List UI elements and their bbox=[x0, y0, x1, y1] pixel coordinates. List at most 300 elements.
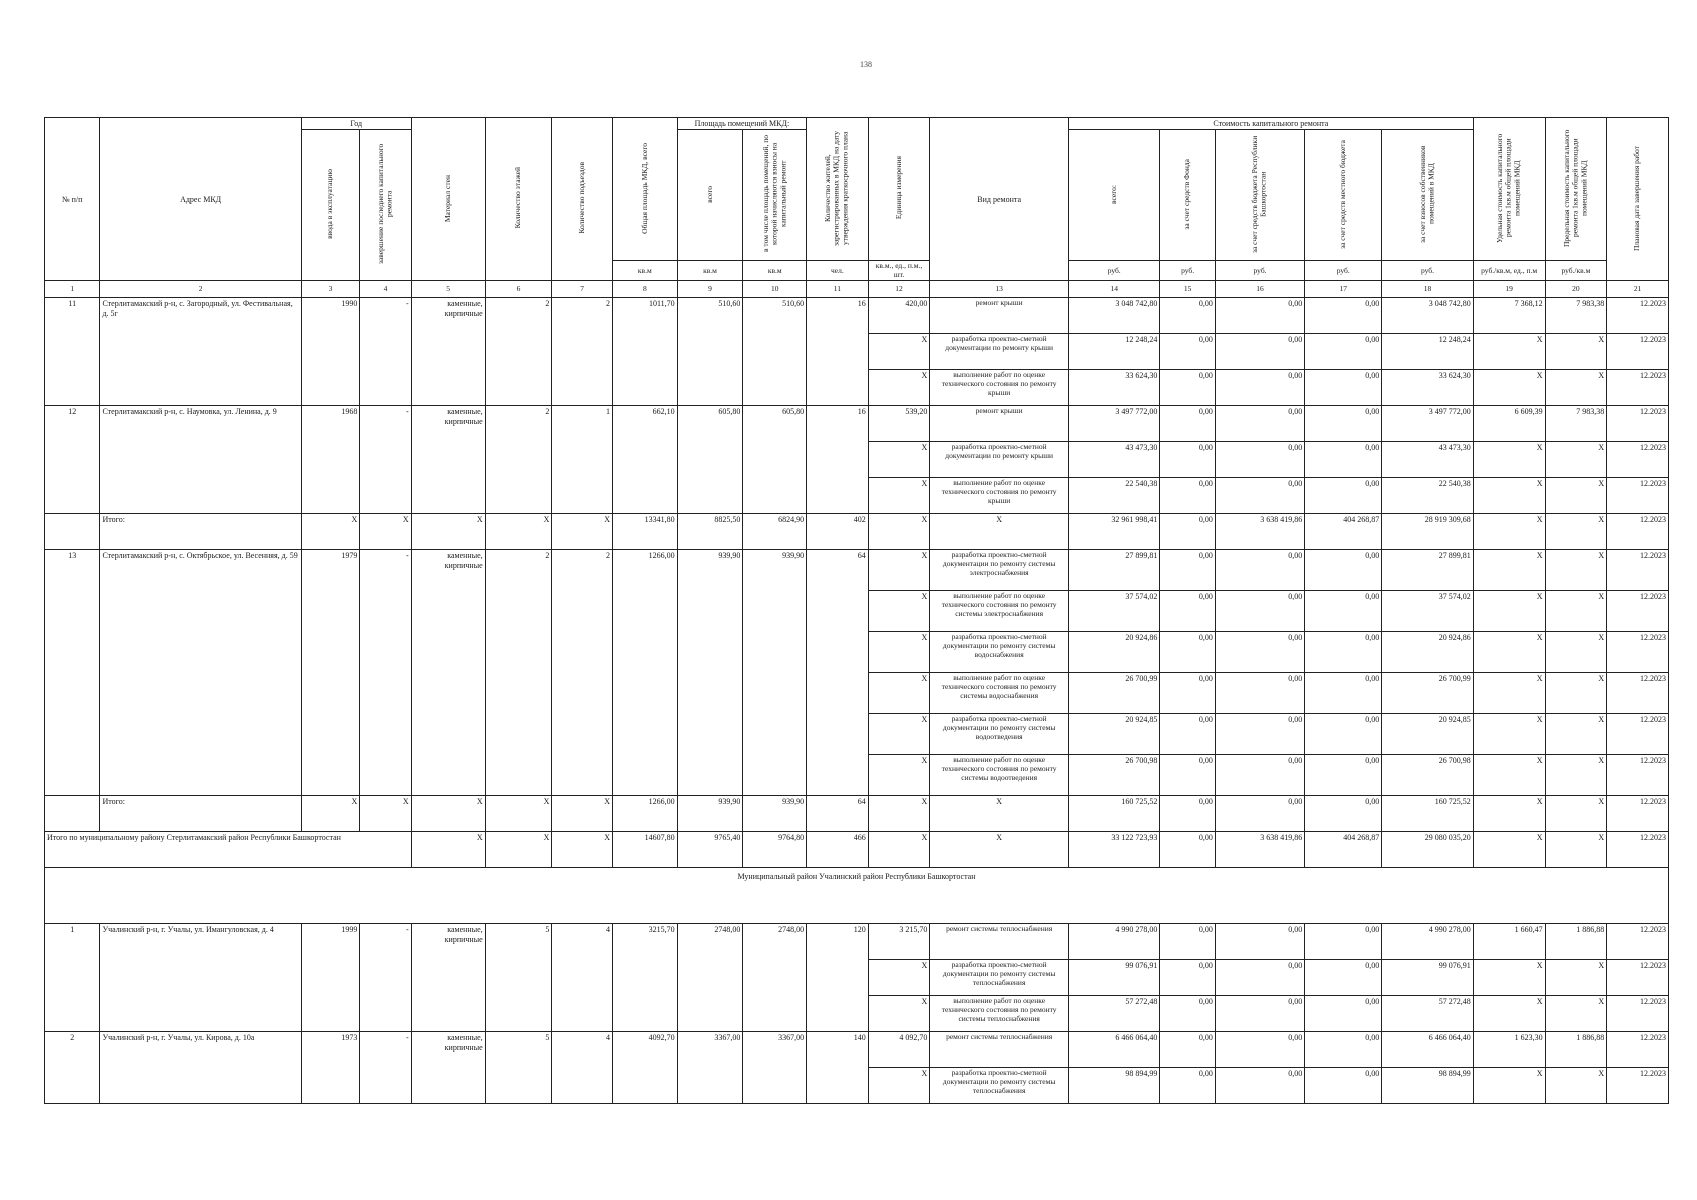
fund-area-cell: 605,80 bbox=[743, 406, 807, 514]
cost-fund-cell: 0,00 bbox=[1160, 924, 1215, 960]
qty-cell: X bbox=[868, 632, 930, 673]
walls-cell: каменные, кирпичные bbox=[411, 406, 485, 514]
floors-cell: 2 bbox=[485, 298, 552, 406]
fund-area-cell: 510,60 bbox=[743, 298, 807, 406]
subtotal-area: 1266,00 bbox=[612, 796, 677, 832]
repair-type-cell: разработка проектно-сметной документации по ремонту системы электроснабжения bbox=[930, 550, 1069, 591]
repair-type-cell: ремонт крыши bbox=[930, 406, 1069, 442]
repair-type-cell: разработка проектно-сметной документации по ремонту системы водоотведения bbox=[930, 714, 1069, 755]
limit-cost-cell: X bbox=[1545, 478, 1607, 514]
subtotal-type: X bbox=[930, 514, 1069, 550]
subtotal-area: 13341,80 bbox=[612, 514, 677, 550]
premises-area-cell: 3367,00 bbox=[677, 1032, 743, 1104]
cost-owners-cell: 98 894,99 bbox=[1382, 1068, 1473, 1104]
header-repair-type: Вид ремонта bbox=[930, 118, 1069, 281]
repair-type-cell: выполнение работ по оценке технического состояния по ремонту системы электроснабжения bbox=[930, 591, 1069, 632]
qty-cell: X bbox=[868, 755, 930, 796]
cost-rb-cell: 0,00 bbox=[1215, 755, 1304, 796]
floors-cell: 5 bbox=[485, 924, 552, 1032]
cost-owners-cell: 6 466 064,40 bbox=[1382, 1032, 1473, 1068]
cost-fund-cell: 0,00 bbox=[1160, 478, 1215, 514]
subtotal-c3: X bbox=[301, 796, 360, 832]
residents-cell: 64 bbox=[807, 550, 869, 796]
subtotal-c7: X bbox=[552, 796, 613, 832]
limit-cost-cell: 1 886,88 bbox=[1545, 1032, 1607, 1068]
limit-cost-cell: X bbox=[1545, 996, 1607, 1032]
limit-cost-cell: X bbox=[1545, 334, 1607, 370]
municipal-total-label: Итого по муниципальному району Стерлитамакский район Республики Башкортостан bbox=[45, 832, 412, 868]
column-number-16: 16 bbox=[1215, 281, 1304, 298]
limit-cost-cell: X bbox=[1545, 632, 1607, 673]
cost-local-cell: 0,00 bbox=[1305, 550, 1382, 591]
address-cell: Стерлитамакский р-н, с. Наумовка, ул. Ленина, д. 9 bbox=[100, 406, 301, 514]
column-number-11: 11 bbox=[807, 281, 869, 298]
header-planned-date: Плановая дата завершения работ bbox=[1607, 118, 1669, 281]
column-number-15: 15 bbox=[1160, 281, 1215, 298]
row-number: 1 bbox=[45, 924, 100, 1032]
unit-8: кв.м bbox=[612, 261, 677, 281]
cost-fund-cell: 0,00 bbox=[1160, 550, 1215, 591]
specific-cost-cell: 7 368,12 bbox=[1473, 298, 1545, 334]
cost-local-cell: 0,00 bbox=[1305, 298, 1382, 334]
floors-cell: 5 bbox=[485, 1032, 552, 1104]
section-row bbox=[45, 868, 1669, 924]
specific-cost-cell: X bbox=[1473, 591, 1545, 632]
unit-19: руб./кв.м, ед., п.м bbox=[1473, 261, 1545, 281]
column-number-1: 1 bbox=[45, 281, 100, 298]
subtotal-label: Итого: bbox=[100, 796, 301, 832]
mun-date: 12.2023 bbox=[1607, 832, 1669, 868]
date-cell: 12.2023 bbox=[1607, 442, 1669, 478]
cost-rb-cell: 0,00 bbox=[1215, 924, 1304, 960]
limit-cost-cell: X bbox=[1545, 1068, 1607, 1104]
header-floors: Количество этажей bbox=[485, 118, 552, 281]
limit-cost-cell: X bbox=[1545, 960, 1607, 996]
date-cell: 12.2023 bbox=[1607, 755, 1669, 796]
cost-rb-cell: 0,00 bbox=[1215, 406, 1304, 442]
address-cell: Учалинский р-н, г. Учалы, ул. Имангуловская, д. 4 bbox=[100, 924, 301, 1032]
mun-c16: 3 638 419,86 bbox=[1215, 832, 1304, 868]
unit-18: руб. bbox=[1382, 261, 1473, 281]
subtotal-c6: X bbox=[485, 514, 552, 550]
header-limit-cost: Предельная стоимость капитального ремонта 1кв.м общей площади помещений МКД bbox=[1545, 118, 1607, 261]
column-number-18: 18 bbox=[1382, 281, 1473, 298]
entrances-cell: 2 bbox=[552, 298, 613, 406]
cost-total-cell: 20 924,85 bbox=[1068, 714, 1159, 755]
cost-owners-cell: 3 497 772,00 bbox=[1382, 406, 1473, 442]
date-cell: 12.2023 bbox=[1607, 406, 1669, 442]
cost-owners-cell: 33 624,30 bbox=[1382, 370, 1473, 406]
limit-cost-cell: X bbox=[1545, 550, 1607, 591]
walls-cell: каменные, кирпичные bbox=[411, 1032, 485, 1104]
cost-total-cell: 20 924,86 bbox=[1068, 632, 1159, 673]
year-cell: 1973 bbox=[301, 1032, 360, 1104]
header-cost: Стоимость капитального ремонта bbox=[1068, 118, 1473, 130]
cost-fund-cell: 0,00 bbox=[1160, 755, 1215, 796]
repair-type-cell: выполнение работ по оценке технического состояния по ремонту системы водоснабжения bbox=[930, 673, 1069, 714]
subtotal-c19: X bbox=[1473, 514, 1545, 550]
header-cost-total: всего: bbox=[1068, 130, 1159, 261]
cost-owners-cell: 20 924,86 bbox=[1382, 632, 1473, 673]
cost-total-cell: 12 248,24 bbox=[1068, 334, 1159, 370]
page-number: 138 bbox=[860, 60, 872, 69]
cost-total-cell: 99 076,91 bbox=[1068, 960, 1159, 996]
entrances-cell: 2 bbox=[552, 550, 613, 796]
header-year-last-repair: завершение последнего капитального ремонта bbox=[360, 130, 411, 281]
subtotal-type: X bbox=[930, 796, 1069, 832]
floors-cell: 2 bbox=[485, 406, 552, 514]
cost-rb-cell: 0,00 bbox=[1215, 996, 1304, 1032]
mun-residents: 466 bbox=[807, 832, 869, 868]
mun-total: 33 122 723,93 bbox=[1068, 832, 1159, 868]
subtotal-c5: X bbox=[411, 796, 485, 832]
cost-total-cell: 26 700,98 bbox=[1068, 755, 1159, 796]
cost-fund-cell: 0,00 bbox=[1160, 673, 1215, 714]
mun-fund: 9764,80 bbox=[743, 832, 807, 868]
subtotal-total: 160 725,52 bbox=[1068, 796, 1159, 832]
mun-premises: 9765,40 bbox=[677, 832, 743, 868]
specific-cost-cell: X bbox=[1473, 370, 1545, 406]
cost-owners-cell: 4 990 278,00 bbox=[1382, 924, 1473, 960]
entrances-cell: 1 bbox=[552, 406, 613, 514]
cost-rb-cell: 0,00 bbox=[1215, 591, 1304, 632]
date-cell: 12.2023 bbox=[1607, 673, 1669, 714]
cost-owners-cell: 99 076,91 bbox=[1382, 960, 1473, 996]
subtotal-fund: 6824,90 bbox=[743, 514, 807, 550]
cost-local-cell: 0,00 bbox=[1305, 591, 1382, 632]
subtotal-row bbox=[45, 514, 1669, 550]
subtotal-c6: X bbox=[485, 796, 552, 832]
column-number-2: 2 bbox=[100, 281, 301, 298]
cost-fund-cell: 0,00 bbox=[1160, 632, 1215, 673]
subtotal-c5: X bbox=[411, 514, 485, 550]
cost-local-cell: 0,00 bbox=[1305, 406, 1382, 442]
total-area-cell: 1011,70 bbox=[612, 298, 677, 406]
qty-cell: 4 092,70 bbox=[868, 1032, 930, 1068]
cost-local-cell: 0,00 bbox=[1305, 996, 1382, 1032]
column-number-20: 20 bbox=[1545, 281, 1607, 298]
house-block bbox=[45, 1032, 1669, 1104]
qty-cell: X bbox=[868, 478, 930, 514]
year-cell: 1999 bbox=[301, 924, 360, 1032]
capital-repair-table bbox=[44, 117, 1669, 1104]
cost-fund-cell: 0,00 bbox=[1160, 406, 1215, 442]
repair-type-cell: ремонт системы теплоснабжения bbox=[930, 1032, 1069, 1068]
total-area-cell: 1266,00 bbox=[612, 550, 677, 796]
date-cell: 12.2023 bbox=[1607, 370, 1669, 406]
cost-owners-cell: 12 248,24 bbox=[1382, 334, 1473, 370]
subtotal-date: 12.2023 bbox=[1607, 514, 1669, 550]
cost-local-cell: 0,00 bbox=[1305, 478, 1382, 514]
cost-owners-cell: 57 272,48 bbox=[1382, 996, 1473, 1032]
table-row bbox=[45, 924, 1669, 960]
cost-fund-cell: 0,00 bbox=[1160, 714, 1215, 755]
date-cell: 12.2023 bbox=[1607, 298, 1669, 334]
header-premises-total: всего bbox=[677, 130, 743, 261]
mun-c5: X bbox=[411, 832, 485, 868]
unit-11: чел. bbox=[807, 261, 869, 281]
column-number-12: 12 bbox=[868, 281, 930, 298]
date-cell: 12.2023 bbox=[1607, 960, 1669, 996]
walls-cell: каменные, кирпичные bbox=[411, 924, 485, 1032]
column-number-6: 6 bbox=[485, 281, 552, 298]
subtotal-row bbox=[45, 796, 1669, 832]
total-area-cell: 662,10 bbox=[612, 406, 677, 514]
cost-owners-cell: 20 924,85 bbox=[1382, 714, 1473, 755]
subtotal-premises: 8825,50 bbox=[677, 514, 743, 550]
cost-owners-cell: 26 700,98 bbox=[1382, 755, 1473, 796]
last-repair-cell: - bbox=[360, 924, 411, 1032]
address-cell: Учалинский р-н, г. Учалы, ул. Кирова, д. 10а bbox=[100, 1032, 301, 1104]
cost-rb-cell: 0,00 bbox=[1215, 550, 1304, 591]
subtotal-c7: X bbox=[552, 514, 613, 550]
cost-rb-cell: 0,00 bbox=[1215, 298, 1304, 334]
row-number: 12 bbox=[45, 406, 100, 514]
subtotal-c17: 404 268,87 bbox=[1305, 514, 1382, 550]
specific-cost-cell: 1 660,47 bbox=[1473, 924, 1545, 960]
subtotal-qty: X bbox=[868, 514, 930, 550]
repair-type-cell: выполнение работ по оценке технического состояния по ремонту системы теплоснабжения bbox=[930, 996, 1069, 1032]
row-number: 11 bbox=[45, 298, 100, 406]
repair-type-cell: выполнение работ по оценке технического состояния по ремонту крыши bbox=[930, 478, 1069, 514]
subtotal-c15: 0,00 bbox=[1160, 796, 1215, 832]
cost-fund-cell: 0,00 bbox=[1160, 996, 1215, 1032]
cost-total-cell: 33 624,30 bbox=[1068, 370, 1159, 406]
cost-rb-cell: 0,00 bbox=[1215, 960, 1304, 996]
specific-cost-cell: X bbox=[1473, 714, 1545, 755]
unit-16: руб. bbox=[1215, 261, 1304, 281]
specific-cost-cell: X bbox=[1473, 1068, 1545, 1104]
limit-cost-cell: X bbox=[1545, 714, 1607, 755]
cost-total-cell: 6 466 064,40 bbox=[1068, 1032, 1159, 1068]
unit-12: кв.м., ед., п.м., шт. bbox=[868, 261, 930, 281]
specific-cost-cell: 6 609,39 bbox=[1473, 406, 1545, 442]
qty-cell: X bbox=[868, 591, 930, 632]
cost-rb-cell: 0,00 bbox=[1215, 442, 1304, 478]
column-number-7: 7 bbox=[552, 281, 613, 298]
column-number-14: 14 bbox=[1068, 281, 1159, 298]
column-number-5: 5 bbox=[411, 281, 485, 298]
cost-total-cell: 27 899,81 bbox=[1068, 550, 1159, 591]
last-repair-cell: - bbox=[360, 550, 411, 796]
house-block bbox=[45, 298, 1669, 406]
cost-owners-cell: 37 574,02 bbox=[1382, 591, 1473, 632]
column-number-13: 13 bbox=[930, 281, 1069, 298]
year-cell: 1979 bbox=[301, 550, 360, 796]
subtotal-premises: 939,90 bbox=[677, 796, 743, 832]
header-row-1 bbox=[45, 118, 1669, 130]
cost-rb-cell: 0,00 bbox=[1215, 1032, 1304, 1068]
total-area-cell: 3215,70 bbox=[612, 924, 677, 1032]
specific-cost-cell: X bbox=[1473, 478, 1545, 514]
header-total-area: Общая площадь МКД, всего bbox=[612, 118, 677, 261]
date-cell: 12.2023 bbox=[1607, 1032, 1669, 1068]
limit-cost-cell: X bbox=[1545, 442, 1607, 478]
column-number-17: 17 bbox=[1305, 281, 1382, 298]
header-cost-rb: за счет средств бюджета Республики Башкортостан bbox=[1215, 130, 1304, 261]
repair-type-cell: ремонт системы теплоснабжения bbox=[930, 924, 1069, 960]
cost-rb-cell: 0,00 bbox=[1215, 714, 1304, 755]
cost-rb-cell: 0,00 bbox=[1215, 478, 1304, 514]
column-number-3: 3 bbox=[301, 281, 360, 298]
fund-area-cell: 2748,00 bbox=[743, 924, 807, 1032]
subtotal-c4: X bbox=[360, 796, 411, 832]
residents-cell: 140 bbox=[807, 1032, 869, 1104]
repair-type-cell: разработка проектно-сметной документации по ремонту системы теплоснабжения bbox=[930, 960, 1069, 996]
header-cost-owners: за счет взносов собственников помещений в МКД bbox=[1382, 130, 1473, 261]
mun-c20: X bbox=[1545, 832, 1607, 868]
year-cell: 1990 bbox=[301, 298, 360, 406]
fund-area-cell: 939,90 bbox=[743, 550, 807, 796]
specific-cost-cell: X bbox=[1473, 442, 1545, 478]
qty-cell: X bbox=[868, 714, 930, 755]
header-cost-local: за счет средств местного бюджета bbox=[1305, 130, 1382, 261]
last-repair-cell: - bbox=[360, 298, 411, 406]
column-number-8: 8 bbox=[612, 281, 677, 298]
header-residents: Количество жителей, зарегистрированных в МКД на дату утверждения краткосрочного плана bbox=[807, 118, 869, 261]
limit-cost-cell: X bbox=[1545, 673, 1607, 714]
repair-type-cell: выполнение работ по оценке технического состояния по ремонту крыши bbox=[930, 370, 1069, 406]
mun-c6: X bbox=[485, 832, 552, 868]
mun-area: 14607,80 bbox=[612, 832, 677, 868]
year-cell: 1968 bbox=[301, 406, 360, 514]
table-row bbox=[45, 406, 1669, 442]
qty-cell: X bbox=[868, 996, 930, 1032]
specific-cost-cell: X bbox=[1473, 550, 1545, 591]
cost-total-cell: 43 473,30 bbox=[1068, 442, 1159, 478]
qty-cell: 539,20 bbox=[868, 406, 930, 442]
date-cell: 12.2023 bbox=[1607, 632, 1669, 673]
column-number-10: 10 bbox=[743, 281, 807, 298]
limit-cost-cell: 7 983,38 bbox=[1545, 298, 1607, 334]
limit-cost-cell: 7 983,38 bbox=[1545, 406, 1607, 442]
subtotal-c18: 160 725,52 bbox=[1382, 796, 1473, 832]
header-premises-area: Площадь помещений МКД: bbox=[677, 118, 806, 130]
subtotal-c3: X bbox=[301, 514, 360, 550]
floors-cell: 2 bbox=[485, 550, 552, 796]
residents-cell: 16 bbox=[807, 298, 869, 406]
repair-type-cell: разработка проектно-сметной документации по ремонту системы теплоснабжения bbox=[930, 1068, 1069, 1104]
cost-total-cell: 98 894,99 bbox=[1068, 1068, 1159, 1104]
table-row bbox=[45, 550, 1669, 591]
fund-area-cell: 3367,00 bbox=[743, 1032, 807, 1104]
subtotal-total: 32 961 998,41 bbox=[1068, 514, 1159, 550]
cost-fund-cell: 0,00 bbox=[1160, 591, 1215, 632]
cost-owners-cell: 26 700,99 bbox=[1382, 673, 1473, 714]
date-cell: 12.2023 bbox=[1607, 714, 1669, 755]
cost-rb-cell: 0,00 bbox=[1215, 673, 1304, 714]
address-cell: Стерлитамакский р-н, с. Загородный, ул. Фестивальная, д. 5г bbox=[100, 298, 301, 406]
subtotal-residents: 64 bbox=[807, 796, 869, 832]
repair-type-cell: разработка проектно-сметной документации по ремонту крыши bbox=[930, 334, 1069, 370]
specific-cost-cell: X bbox=[1473, 673, 1545, 714]
limit-cost-cell: 1 886,88 bbox=[1545, 924, 1607, 960]
header-specific-cost: Удельная стоимость капитального ремонта 1кв.м общей площади помещений МКД bbox=[1473, 118, 1545, 261]
header-year: Год bbox=[301, 118, 411, 130]
cost-total-cell: 4 990 278,00 bbox=[1068, 924, 1159, 960]
last-repair-cell: - bbox=[360, 1032, 411, 1104]
specific-cost-cell: X bbox=[1473, 996, 1545, 1032]
section-title: Муниципальный район Учалинский район Республики Башкортостан bbox=[45, 868, 1669, 924]
cost-local-cell: 0,00 bbox=[1305, 442, 1382, 478]
entrances-cell: 4 bbox=[552, 924, 613, 1032]
subtotal-c20: X bbox=[1545, 514, 1607, 550]
cost-fund-cell: 0,00 bbox=[1160, 334, 1215, 370]
header-unit: Единица измерения bbox=[868, 118, 930, 261]
date-cell: 12.2023 bbox=[1607, 550, 1669, 591]
cost-fund-cell: 0,00 bbox=[1160, 442, 1215, 478]
date-cell: 12.2023 bbox=[1607, 1068, 1669, 1104]
cost-local-cell: 0,00 bbox=[1305, 1068, 1382, 1104]
cost-total-cell: 3 048 742,80 bbox=[1068, 298, 1159, 334]
column-number-21: 21 bbox=[1607, 281, 1669, 298]
premises-area-cell: 510,60 bbox=[677, 298, 743, 406]
subtotal-empty bbox=[45, 796, 100, 832]
cost-fund-cell: 0,00 bbox=[1160, 370, 1215, 406]
address-cell: Стерлитамакский р-н, с. Октябрьское, ул. Весенняя, д. 59 bbox=[100, 550, 301, 796]
column-numbers-row bbox=[45, 281, 1669, 298]
mun-c7: X bbox=[552, 832, 613, 868]
walls-cell: каменные, кирпичные bbox=[411, 298, 485, 406]
table-row bbox=[45, 298, 1669, 334]
mun-type: X bbox=[930, 832, 1069, 868]
mun-c15: 0,00 bbox=[1160, 832, 1215, 868]
premises-area-cell: 605,80 bbox=[677, 406, 743, 514]
qty-cell: 3 215,70 bbox=[868, 924, 930, 960]
cost-owners-cell: 27 899,81 bbox=[1382, 550, 1473, 591]
cost-fund-cell: 0,00 bbox=[1160, 1068, 1215, 1104]
cost-total-cell: 3 497 772,00 bbox=[1068, 406, 1159, 442]
residents-cell: 120 bbox=[807, 924, 869, 1032]
unit-14: руб. bbox=[1068, 261, 1159, 281]
subtotal-empty bbox=[45, 514, 100, 550]
cost-owners-cell: 22 540,38 bbox=[1382, 478, 1473, 514]
house-block bbox=[45, 550, 1669, 796]
subtotal-label: Итого: bbox=[100, 514, 301, 550]
row-number: 2 bbox=[45, 1032, 100, 1104]
date-cell: 12.2023 bbox=[1607, 924, 1669, 960]
subtotal-c15: 0,00 bbox=[1160, 514, 1215, 550]
qty-cell: X bbox=[868, 1068, 930, 1104]
date-cell: 12.2023 bbox=[1607, 591, 1669, 632]
header-premises-fund: в том числе площадь помещений, по которой начисляются взносы на капитальный ремонт bbox=[743, 130, 807, 261]
header-year-commission: ввода в эксплуатацию bbox=[301, 130, 360, 281]
column-number-19: 19 bbox=[1473, 281, 1545, 298]
entrances-cell: 4 bbox=[552, 1032, 613, 1104]
date-cell: 12.2023 bbox=[1607, 334, 1669, 370]
qty-cell: X bbox=[868, 550, 930, 591]
premises-area-cell: 2748,00 bbox=[677, 924, 743, 1032]
cost-local-cell: 0,00 bbox=[1305, 755, 1382, 796]
specific-cost-cell: X bbox=[1473, 960, 1545, 996]
mun-c19: X bbox=[1473, 832, 1545, 868]
unit-17: руб. bbox=[1305, 261, 1382, 281]
header-entrances: Количество подъездов bbox=[552, 118, 613, 281]
unit-15: руб. bbox=[1160, 261, 1215, 281]
cost-rb-cell: 0,00 bbox=[1215, 1068, 1304, 1104]
last-repair-cell: - bbox=[360, 406, 411, 514]
cost-total-cell: 26 700,99 bbox=[1068, 673, 1159, 714]
cost-rb-cell: 0,00 bbox=[1215, 334, 1304, 370]
cost-local-cell: 0,00 bbox=[1305, 1032, 1382, 1068]
cost-owners-cell: 3 048 742,80 bbox=[1382, 298, 1473, 334]
house-block bbox=[45, 406, 1669, 514]
subtotal-qty: X bbox=[868, 796, 930, 832]
header-address: Адрес МКД bbox=[100, 118, 301, 281]
cost-local-cell: 0,00 bbox=[1305, 370, 1382, 406]
specific-cost-cell: 1 623,30 bbox=[1473, 1032, 1545, 1068]
cost-total-cell: 57 272,48 bbox=[1068, 996, 1159, 1032]
